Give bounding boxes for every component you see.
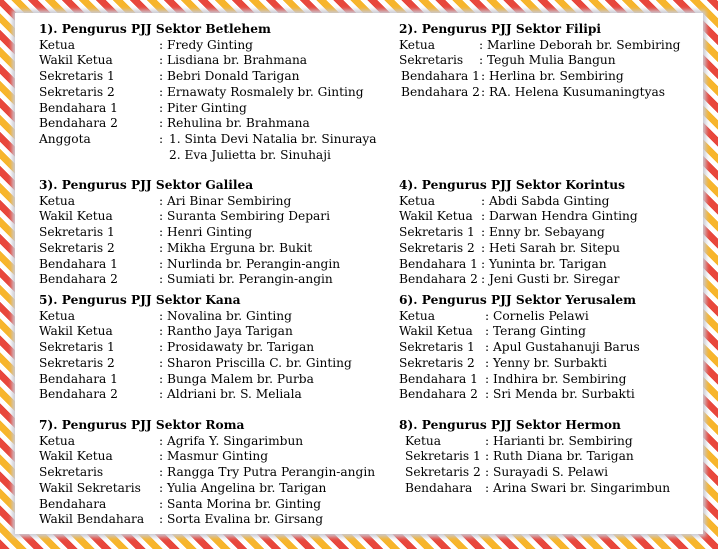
role-label: Sekretaris 1 [405,449,481,464]
colon-separator: : [159,449,164,464]
role-label: Wakil Ketua [399,324,473,339]
officer-name: Lisdiana br. Brahmana [167,53,308,68]
officer-name: Rehulina br. Brahmana [167,116,310,131]
officer-row [399,387,640,403]
officer-row [39,324,352,340]
colon-separator: : [159,512,164,527]
colon-separator: : [159,116,164,131]
officer-names [167,309,292,325]
officer-name: Yulia Angelina br. Tarigan [167,480,327,495]
officer-name: Rangga Try Putra Perangin-angin [167,465,376,480]
role-label: Ketua [39,193,76,208]
officer-name: Yuninta br. Tarigan [489,256,607,271]
officer-name: RA. Helena Kusumaningtyas [489,84,665,99]
officer-row [399,481,670,497]
role-label: Bendahara 2 [399,387,478,402]
officer-name: Heti Sarah br. Sitepu [489,240,620,255]
officer-row [399,225,638,241]
officer-row [399,69,680,85]
officer-names [167,257,340,273]
officer-name: Enny br. Sebayang [489,225,605,240]
officer-row [399,53,680,69]
role-label: Wakil Bendahara [39,512,145,527]
role-label: Sekretaris 2 [399,240,475,255]
officer-names [489,194,609,210]
officer-row [39,309,352,325]
officer-names [167,85,364,101]
officer-names [493,465,608,481]
role-label: Ketua [39,433,76,448]
colon-separator: : [159,84,164,99]
colon-separator: : [159,225,164,240]
role-label: Ketua [405,433,442,448]
officer-names [167,434,303,450]
officer-row [39,512,375,528]
role-label: Bendahara 1 [399,256,478,271]
role-label: Wakil Ketua [39,449,113,464]
officer-names [167,372,314,388]
role-label: Bendahara 2 [399,272,478,287]
officer-row [39,85,377,101]
officer-names [167,101,247,117]
officer-names [167,512,323,528]
sector-title: 1). Pengurus PJJ Sektor Betlehem [39,22,271,36]
role-label: Wakil Sekretaris [39,480,141,495]
role-label: Sekretaris 2 [405,465,481,480]
officer-name: Rantho Jaya Tarigan [167,324,293,339]
officer-row [399,241,638,257]
officer-name: Novalina br. Ginting [167,308,292,323]
officer-name: Ernawaty Rosmalely br. Ginting [167,84,364,99]
sector-title: 5). Pengurus PJJ Sektor Kana [39,293,241,307]
sector-section [399,418,670,497]
role-label: Sekretaris 2 [399,355,475,370]
colon-separator: : [159,324,164,339]
officer-names [167,194,291,210]
colon-separator: : [481,84,486,99]
officer-names [493,340,640,356]
officer-name: Cornelis Pelawi [493,308,589,323]
officer-names [487,53,616,69]
colon-separator: : [159,131,164,146]
officer-name: Sri Menda br. Surbakti [493,387,635,402]
colon-separator: : [159,256,164,271]
colon-separator: : [479,37,484,52]
officer-names [167,69,299,85]
colon-separator: : [485,465,490,480]
colon-separator: : [481,256,486,271]
colon-separator: : [159,100,164,115]
colon-separator: : [159,433,164,448]
officer-row [39,356,352,372]
role-label: Bendahara 2 [39,116,118,131]
sector-section [39,178,340,288]
officer-row [39,209,340,225]
officer-name: Sharon Priscilla C. br. Ginting [167,355,352,370]
officer-names [167,132,377,163]
officer-name: Mikha Erguna br. Bukit [167,240,313,255]
colon-separator: : [485,355,490,370]
officer-row [399,194,638,210]
sector-section [399,293,640,403]
officer-name: Aldriani br. S. Meliala [167,387,302,402]
officer-name: Apul Gustahanuji Barus [493,340,640,355]
officer-names [167,38,253,54]
officer-names [489,85,665,101]
officer-name: Marline Deborah br. Sembiring [487,37,681,52]
officer-row [39,497,375,513]
officer-names [493,481,670,497]
role-label: Sekretaris 2 [39,355,115,370]
sector-section [39,22,377,163]
officer-row [399,324,640,340]
officer-row [39,53,377,69]
officer-names [167,497,321,513]
officer-names [489,69,624,85]
colon-separator: : [159,240,164,255]
role-label: Wakil Ketua [39,209,113,224]
officer-names [489,257,607,273]
role-label: Bendahara 1 [39,256,118,271]
colon-separator: : [159,371,164,386]
officer-row [39,465,375,481]
sector-title: 8). Pengurus PJJ Sektor Hermon [399,418,621,432]
sector-title: 6). Pengurus PJJ Sektor Yerusalem [399,293,637,307]
colon-separator: : [479,53,484,68]
officer-row [39,481,375,497]
officer-name: Bunga Malem br. Purba [167,371,314,386]
role-label: Bendahara 1 [401,69,480,84]
colon-separator: : [485,433,490,448]
officer-row [39,101,377,117]
role-label: Anggota [39,131,91,146]
officer-name: Ari Binar Sembiring [167,193,292,208]
officer-row [399,85,680,101]
officer-name: Darwan Hendra Ginting [489,209,638,224]
officer-names [493,449,634,465]
officer-names [493,356,607,372]
sector-section [39,418,375,528]
officer-row [39,257,340,273]
colon-separator: : [485,308,490,323]
role-label: Sekretaris 1 [39,69,115,84]
sector-title: 2). Pengurus PJJ Sektor Filipi [399,22,602,36]
officer-row [399,356,640,372]
role-label: Ketua [399,37,436,52]
officer-names [167,272,333,288]
officer-row [39,449,375,465]
officer-names [167,387,302,403]
officer-name: Herlina br. Sembiring [489,69,624,84]
sector-title: 3). Pengurus PJJ Sektor Galilea [39,178,254,192]
colon-separator: : [159,355,164,370]
role-label: Bendahara 1 [39,100,118,115]
officer-names [489,209,638,225]
officer-names [493,434,633,450]
sector-section [39,293,352,403]
officer-names [167,465,375,481]
colon-separator: : [481,193,486,208]
role-label: Ketua [399,308,436,323]
officer-row [39,69,377,85]
colon-separator: : [485,324,490,339]
officer-names [493,309,589,325]
officer-name: 2. Eva Julietta br. Sinuhaji [169,147,331,162]
officer-row [399,209,638,225]
officer-name: Arina Swari br. Singarimbun [493,480,671,495]
colon-separator: : [159,37,164,52]
officer-row [399,38,680,54]
colon-separator: : [159,465,164,480]
role-label: Sekretaris 2 [39,84,115,99]
officer-row [39,372,352,388]
officer-names [493,372,626,388]
officer-row [399,309,640,325]
officer-name: Indhira br. Sembiring [493,371,627,386]
role-label: Bendahara 1 [399,371,478,386]
officer-name: Sumiati br. Perangin-angin [167,272,333,287]
officer-names [167,241,312,257]
role-label: Sekretaris 2 [39,240,115,255]
colon-separator: : [159,53,164,68]
role-label: Sekretaris 1 [39,340,115,355]
officer-names [167,340,314,356]
document-page [15,13,703,534]
role-label: Sekretaris [399,53,464,68]
officer-row [39,38,377,54]
role-label: Sekretaris 1 [399,340,475,355]
officer-names [167,209,330,225]
officer-name: Piter Ginting [167,100,247,115]
officer-row [399,340,640,356]
officer-row [399,372,640,388]
officer-row [39,116,377,132]
officer-row [399,465,670,481]
colon-separator: : [485,387,490,402]
officer-row [39,132,377,163]
officer-names [167,449,268,465]
officer-name: Suranta Sembiring Depari [167,209,331,224]
role-label: Ketua [399,193,436,208]
officer-row [39,272,340,288]
sector-section [399,22,680,101]
officer-row [399,449,670,465]
role-label: Ketua [39,308,76,323]
officer-row [399,434,670,450]
colon-separator: : [159,209,164,224]
officer-names [167,116,310,132]
colon-separator: : [485,371,490,386]
colon-separator: : [159,480,164,495]
colon-separator: : [481,209,486,224]
colon-separator: : [159,387,164,402]
officer-name: Harianti br. Sembiring [493,433,633,448]
colon-separator: : [159,308,164,323]
officer-row [39,340,352,356]
officer-row [399,257,638,273]
officer-names [489,225,605,241]
role-label: Sekretaris 1 [39,225,115,240]
officer-name: Sorta Evalina br. Girsang [167,512,324,527]
colon-separator: : [159,69,164,84]
colon-separator: : [159,272,164,287]
colon-separator: : [485,480,490,495]
officer-name: Bebri Donald Tarigan [167,69,300,84]
colon-separator: : [159,496,164,511]
colon-separator: : [481,69,486,84]
officer-names [489,272,619,288]
role-label: Bendahara [39,496,107,511]
colon-separator: : [481,225,486,240]
officer-name: Agrifa Y. Singarimbun [167,433,304,448]
officer-name: Abdi Sabda Ginting [489,193,610,208]
officer-name: Jeni Gusti br. Siregar [489,272,620,287]
officer-name: Fredy Ginting [167,37,253,52]
officer-names [167,356,352,372]
colon-separator: : [485,449,490,464]
role-label: Bendahara 1 [39,371,118,386]
role-label: Wakil Ketua [399,209,473,224]
officer-name: Nurlinda br. Perangin-angin [167,256,341,271]
officer-row [399,272,638,288]
officer-row [39,387,352,403]
role-label: Wakil Ketua [39,53,113,68]
officer-name: 1. Sinta Devi Natalia br. Sinuraya [169,131,377,146]
officer-names [167,324,293,340]
officer-name: Henri Ginting [167,225,253,240]
role-label: Wakil Ketua [39,324,113,339]
officer-name: Yenny br. Surbakti [493,355,607,370]
officer-name: Teguh Mulia Bangun [487,53,616,68]
officer-name: Masmur Ginting [167,449,269,464]
role-label: Sekretaris 1 [399,225,475,240]
officer-name: Surayadi S. Pelawi [493,465,609,480]
officer-name: Santa Morina br. Ginting [167,496,321,511]
role-label: Bendahara 2 [39,272,118,287]
role-label: Bendahara 2 [39,387,118,402]
officer-names [167,225,252,241]
colon-separator: : [159,340,164,355]
officer-names [493,387,635,403]
officer-names [167,481,326,497]
officer-name: Prosidawaty br. Tarigan [167,340,315,355]
role-label: Bendahara [405,480,473,495]
officer-names [167,53,307,69]
officer-row [39,241,340,257]
officer-row [39,225,340,241]
officer-names [487,38,680,54]
officer-row [39,194,340,210]
officer-row [39,434,375,450]
sector-section [399,178,638,288]
colon-separator: : [481,240,486,255]
role-label: Sekretaris [39,465,104,480]
sector-title: 4). Pengurus PJJ Sektor Korintus [399,178,626,192]
officer-name: Ruth Diana br. Tarigan [493,449,634,464]
officer-name: Terang Ginting [493,324,586,339]
role-label: Bendahara 2 [401,84,480,99]
colon-separator: : [159,193,164,208]
colon-separator: : [481,272,486,287]
sector-title: 7). Pengurus PJJ Sektor Roma [39,418,245,432]
officer-names [493,324,586,340]
officer-names [489,241,620,257]
role-label: Ketua [39,37,76,52]
colon-separator: : [485,340,490,355]
